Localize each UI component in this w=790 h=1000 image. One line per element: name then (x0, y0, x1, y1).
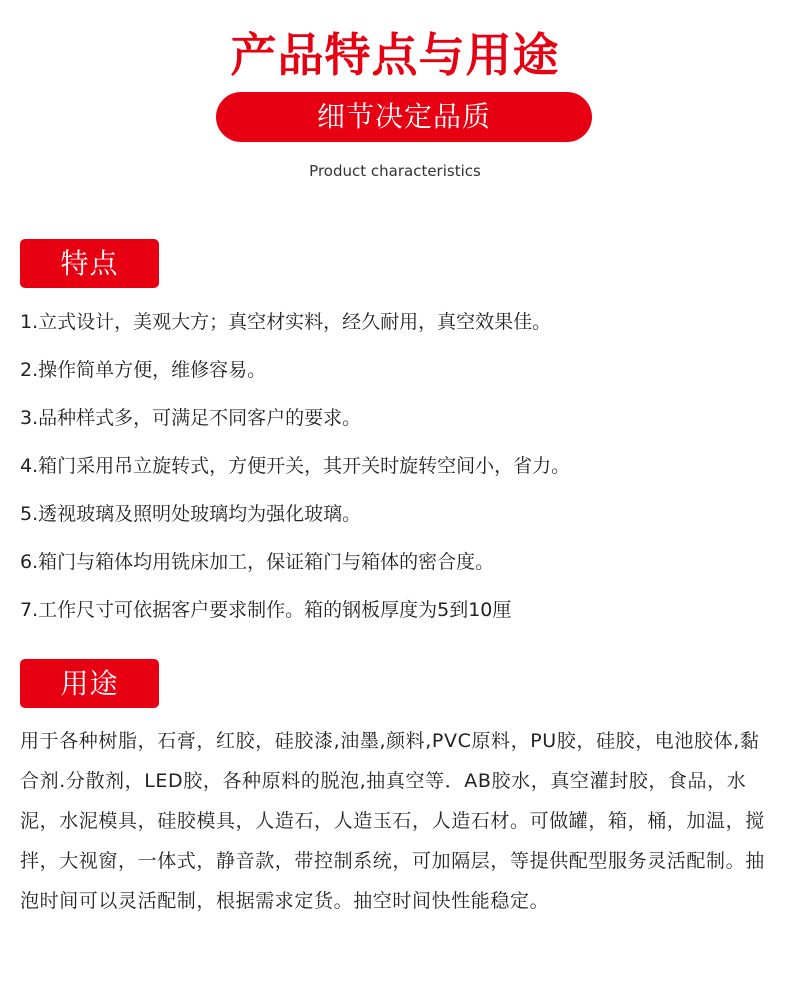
feature-item: 3.品种样式多，可满足不同客户的要求。 (20, 407, 362, 429)
subtitle-banner: 细节决定品质 (216, 92, 592, 142)
features-section-tag: 特点 (20, 239, 159, 288)
usage-section-tag: 用途 (20, 659, 159, 708)
english-caption: Product characteristics (309, 162, 481, 180)
feature-item: 6.箱门与箱体均用铣床加工，保证箱门与箱体的密合度。 (20, 551, 495, 573)
usage-paragraph: 用于各种树脂，石膏，红胶，硅胶漆,油墨,颜料,PVC原料，PU胶，硅胶，电池胶体,黏合剂.分散剂，LED胶，各种原料的脱泡,抽真空等．AB胶水，真空灌封胶，食品，水泥，水泥模具，硅胶模具，人造石，人造玉石，人造石材。可做罐，箱，桶，加温，搅拌，大视窗，一体式，静音款，带控制系统，可加隔层，等提供配型服务灵活配制。抽泡时间可以灵活配制，根据需求定货。抽空时间快性能稳定。 (20, 730, 765, 912)
feature-item: 2.操作简单方便，维修容易。 (20, 359, 267, 381)
feature-item: 5.透视玻璃及照明处玻璃均为强化玻璃。 (20, 503, 362, 525)
feature-item: 7.工作尺寸可依据客户要求制作。箱的钢板厚度为5到10厘 (20, 599, 512, 621)
feature-item: 4.箱门采用吊立旋转式，方便开关，其开关时旋转空间小，省力。 (20, 455, 571, 477)
feature-item: 1.立式设计，美观大方；真空材实料，经久耐用，真空效果佳。 (20, 311, 552, 333)
page-title: 产品特点与用途 (230, 28, 560, 82)
features-list (20, 298, 780, 634)
